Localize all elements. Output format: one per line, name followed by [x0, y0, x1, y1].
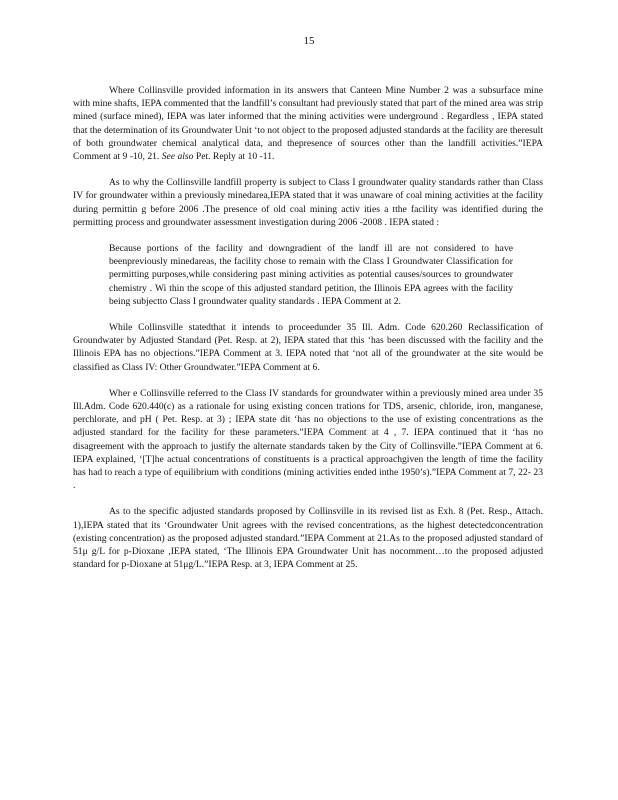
paragraph-text: Where Collinsville provided information in its answers that Canteen Mine Number 2 was a subsurface mine with mine shafts, IEPA commented that the landfill’s consultant had previously stated that part of the mined area was strip mined (surface mined), IEPA was later informed that the mining activities were underground . Regardless , IEPA stated that the determination of its Groundwater Unit ‘to not object to the proposed adjusted standards at the facility are theresult of both groundwater chemical analytical data, and thepresence of sources other than the landfill activities.”IEPA Comment at 9 -10, 21.	[73, 85, 543, 163]
paragraph-canteen-mine	[73, 84, 543, 163]
paragraph-specific-standards: As to the specific adjusted standards proposed by Collinsville in its revised list as Exh. 8 (Pet. Resp., Attach. 1),IEPA stated that its ‘Groundwater Unit agrees with the revised concentrations, as the highest detectedconcentration (existing concentration) as the proposed adjusted standard.”IEPA Comment at 21.As to the proposed adjusted standard of 51μ g/L for p-Dioxane ,IEPA stated, ‘The Illinois EPA Groundwater Unit has nocomment…to the proposed adjusted standard for p-Dioxane at 51μg/L.”IEPA Resp. at 3, IEPA Comment at 25.	[73, 506, 543, 571]
paragraph-class-standards: As to why the Collinsville landfill property is subject to Class I groundwater quality standards rather than Class IV for groundwater within a previously minedarea,IEPA stated that it was unaware of coal mining activities at the facility during permittin g before 2006 .The presence of old coal mining activ ities a tthe facility was identified during the permitting process and groundwater assessment investigation during 2006 -2008 . IEPA stated :	[73, 177, 543, 228]
see-also-signal: See also	[161, 151, 194, 163]
paragraph-reclassification: While Collinsville statedthat it intends to proceedunder 35 Ill. Adm. Code 620.260 Reclassification of Groundwater by Adjusted Standard (Pet. Resp. at 2), IEPA stated that this ‘has been discussed with the facility and the Illinois EPA has no objections.”IEPA Comment at 3. IEPA noted that ‘not all of the groundwater at the site would be classified as Class IV: Other Groundwater.”IEPA Comment at 6.	[73, 322, 543, 373]
block-quote: Because portions of the facility and downgradient of the landf ill are not considered to have beenpreviously minedareas, the facility chose to remain with the Class I Groundwater Classification for permitting purposes,while considering past mining activities as potential causes/sources to groundwater chemistry . Wi thin the scope of this adjusted standard petition, the Illinois EPA agrees with the facility being subjectto Class I groundwater quality standards . IEPA Comment at 2.	[109, 243, 513, 307]
page-number: 15	[303, 35, 315, 47]
document-body	[73, 84, 543, 585]
paragraph-citation: Pet. Reply at 10 -11.	[193, 151, 275, 163]
paragraph-class-iv: Wher e Collinsville referred to the Class IV standards for groundwater within a previously mined area under 35 Ill.Adm. Code 620.440(c) as a rationale for using existing concen trations for TDS, arsenic, chloride, iron, manganese, perchlorate, and pH ( Pet. Resp. at 3) ; IEPA state dit ‘has no objections to the use of existing concentrations as the adjusted standard for the facility for these parameters.”IEPA Comment at 4 , 7. IEPA continued that it ‘has no disagreement with the approach to justify the alternate standards taken by the City of Collinsville.”IEPA Comment at 6. IEPA explained, ‘[T]he actual concentrations of constituents is a practical approachgiven the length of time the facility has had to reach a type of equilibrium with conditions (mining activities ended inthe 1950’s).”IEPA Comment at 7, 22- 23 .	[73, 387, 543, 492]
